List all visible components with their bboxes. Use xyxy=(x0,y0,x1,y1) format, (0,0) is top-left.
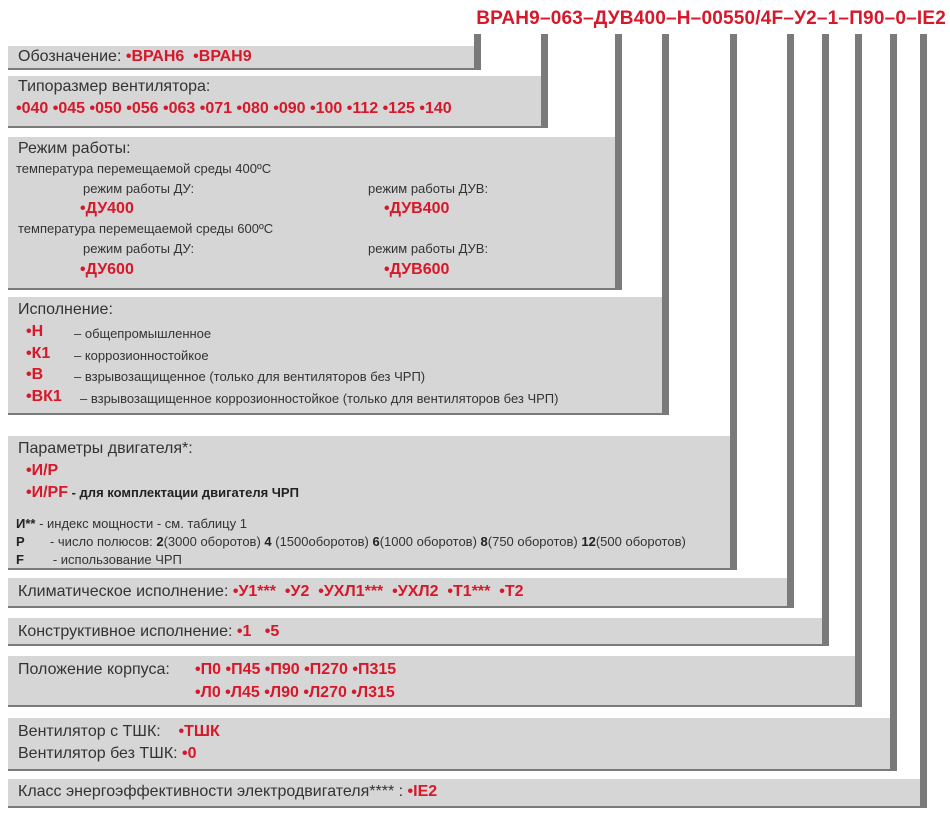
motor-option: •И/PF - для комплектации двигателя ЧРП xyxy=(26,484,299,501)
underline-2 xyxy=(8,126,548,128)
mode-t400: температура перемещаемой среды 400ºС xyxy=(16,161,272,176)
connector-9 xyxy=(890,34,897,770)
energy-line: Класс энергоэффективности электродвигателя**** : •IE2 xyxy=(18,783,438,800)
connector-8 xyxy=(855,34,862,706)
underline-10 xyxy=(8,806,927,808)
shk-box xyxy=(8,718,890,769)
construct-box xyxy=(8,618,822,644)
connector-4 xyxy=(662,34,669,414)
underline-9 xyxy=(8,769,897,771)
execution-desc: – общепромышленное xyxy=(74,326,212,341)
motor-label: Параметры двигателя*: xyxy=(18,440,193,457)
designation-option: •ВРАН6 xyxy=(125,48,185,65)
position-label: Положение корпуса: xyxy=(18,661,170,678)
shk-without: Вентилятор без ТШК: •0 xyxy=(18,745,197,762)
mode-du-label: режим работы ДУ: xyxy=(83,181,195,196)
motor-power-index: И** - индекс мощности - см. таблицу 1 xyxy=(16,516,247,531)
underline-1 xyxy=(8,68,481,70)
execution-label: Исполнение: xyxy=(18,301,113,318)
designation-box xyxy=(8,46,474,68)
execution-code: •ВК1 xyxy=(26,388,62,405)
mode-label: Режим работы: xyxy=(18,140,131,157)
execution-desc: – взрывозащищенное (только для вентиляторов без ЧРП) xyxy=(74,369,426,384)
shk-with: Вентилятор с ТШК: •ТШК xyxy=(18,723,220,740)
underline-8 xyxy=(8,705,862,707)
mode-t600: температура перемещаемой среды 600ºС xyxy=(18,221,274,236)
climate-box xyxy=(8,578,787,606)
execution-code: •К1 xyxy=(26,345,51,362)
size-label: Типоразмер вентилятора: xyxy=(18,78,211,95)
execution-desc: – взрывозащищенное коррозионностойкое (только для вентиляторов без ЧРП) xyxy=(80,391,559,406)
underline-5 xyxy=(8,568,737,570)
size-box xyxy=(8,76,541,126)
execution-code: •Н xyxy=(26,323,44,340)
model-code: ВРАН9–063–ДУВ400–Н–00550/4F–У2–1–П90–0–IE2 xyxy=(476,8,946,29)
motor-box xyxy=(8,436,730,568)
mode-du400: •ДУ400 xyxy=(80,200,134,217)
designation-option: •ВРАН9 xyxy=(193,48,252,65)
mode-du-label: режим работы ДУ: xyxy=(83,241,195,256)
connector-10 xyxy=(920,34,927,808)
motor-poles: Р - число полюсов: 2(3000 оборотов) 4 (1500оборотов) 6(1000 оборотов) 8(750 оборотов) 12(500 оборотов) xyxy=(16,534,686,549)
connector-6 xyxy=(787,34,794,608)
size-options: •040 •045 •050 •056 •063 •071 •080 •090 •100 •112 •125 •140 xyxy=(16,100,452,117)
connector-1 xyxy=(474,34,481,70)
motor-option: •И/Р xyxy=(26,462,59,479)
underline-4 xyxy=(8,413,669,415)
connector-3 xyxy=(615,34,622,289)
position-row-p: •П0 •П45 •П90 •П270 •П315 xyxy=(195,661,397,678)
underline-6 xyxy=(8,606,794,608)
underline-3 xyxy=(8,288,622,290)
position-box xyxy=(8,656,855,705)
connector-2 xyxy=(541,34,548,128)
connector-7 xyxy=(822,34,829,646)
execution-code: •В xyxy=(26,366,44,383)
energy-box xyxy=(8,779,920,806)
position-row-l: •Л0 •Л45 •Л90 •Л270 •Л315 xyxy=(195,684,395,701)
mode-duv-label: режим работы ДУВ: xyxy=(368,181,489,196)
designation-label: Обозначение: xyxy=(18,48,126,65)
mode-duv400: •ДУВ400 xyxy=(384,200,450,217)
construct-line: Конструктивное исполнение: •1 •5 xyxy=(18,623,280,640)
underline-7 xyxy=(8,644,829,646)
execution-box xyxy=(8,297,662,413)
mode-duv600: •ДУВ600 xyxy=(384,261,450,278)
execution-desc: – коррозионностойкое xyxy=(74,348,209,363)
climate-line: Климатическое исполнение: •У1*** •У2 •УХЛ1*** •УХЛ2 •Т1*** •Т2 xyxy=(18,583,524,600)
connector-5 xyxy=(730,34,737,569)
mode-box xyxy=(8,137,615,288)
motor-frequency: F - использование ЧРП xyxy=(16,552,182,567)
mode-du600: •ДУ600 xyxy=(80,261,134,278)
mode-duv-label: режим работы ДУВ: xyxy=(368,241,489,256)
